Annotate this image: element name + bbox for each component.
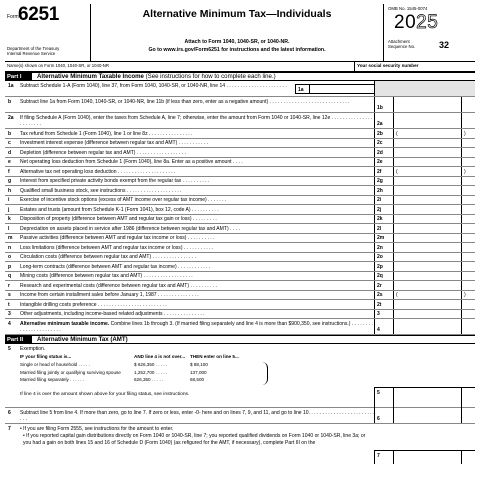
negative-paren-open: ( <box>396 292 398 299</box>
line-number: l <box>8 225 10 232</box>
cents-field[interactable] <box>461 224 475 233</box>
sequence-number: 32 <box>439 40 450 50</box>
line-label: 2q <box>374 272 394 281</box>
line-7-bullet-1: • If you are filing Form 2555, see instructions for the amount to enter. <box>20 426 174 433</box>
exemption-table <box>20 354 320 385</box>
amount-field[interactable] <box>394 262 475 271</box>
cents-field[interactable] <box>461 300 475 309</box>
ssn-field-label[interactable]: Your social security number <box>357 63 419 68</box>
line-row <box>5 139 475 149</box>
line-row <box>5 291 475 301</box>
exemption-table-header <box>20 354 320 362</box>
tax-year <box>394 12 438 34</box>
line-number: 2a <box>8 114 14 121</box>
line-number: 7 <box>8 426 11 433</box>
line-row <box>5 300 475 310</box>
form-title: Alternative Minimum Tax—Individuals <box>142 8 332 20</box>
name-field-label[interactable]: Name(s) shown on Form 1040, 1040-SR, or 1040-NR <box>7 63 109 68</box>
line-number: t <box>8 301 10 308</box>
line-label: 2s <box>374 291 394 300</box>
attach-instruction: Attach to Form 1040, 1040-SR, or 1040-NR. <box>184 39 290 45</box>
line-5-label: 5 <box>374 387 394 408</box>
form-word: Form <box>7 14 19 20</box>
omb-year-block <box>383 4 475 61</box>
line-row <box>5 196 475 206</box>
cents-field[interactable] <box>461 451 475 464</box>
line-row <box>5 281 475 291</box>
amount-field[interactable] <box>394 129 475 138</box>
amount-field[interactable] <box>394 186 475 195</box>
part-1-title-text: Alternative Minimum Taxable Income <box>37 73 144 80</box>
form-number: 6251 <box>18 4 60 25</box>
line-number: e <box>8 159 11 166</box>
cents-field[interactable] <box>461 113 475 128</box>
line-label: 2d <box>374 148 394 157</box>
line-7-label: 7 <box>374 450 394 464</box>
amount-field[interactable] <box>394 97 475 112</box>
form-header <box>5 4 475 62</box>
part-2-header <box>5 335 475 344</box>
line-text: Tax refund from Schedule 1 (Form 1040), line 1 or line 8z . . . . . . . . . . . . . . . . <box>20 130 193 137</box>
line-text: Estates and trusts (amount from Schedule K-1 (Form 1041), box 12, code A) . . . . . . . . . . <box>20 206 219 213</box>
line-number: g <box>8 178 12 185</box>
line-number: 1a <box>8 82 14 89</box>
line-row <box>5 272 475 282</box>
part-2-label: Part II <box>5 336 32 343</box>
form-title-block <box>91 4 383 61</box>
exemption-amount: $ 88,100 <box>190 362 208 368</box>
line-7-bullet-2: • If you reported capital gain distributions directly on Form 1040 or 1040-SR, line 7; you reported qualified dividends on Form 1040 or 1040-SR, line 3a; or you had a gain on both lines 15 and 16 of Schedule D (Form 1040) (as refigured for the AMT, if necessary), complete Part III on the <box>23 433 366 446</box>
amount-field[interactable] <box>394 205 475 214</box>
line-label: 2r <box>374 281 394 290</box>
form-6251-page <box>5 4 475 480</box>
line-text: Circulation costs (difference between regular tax and AMT) . . . . . . . . . . . . . . . . <box>20 254 197 261</box>
line-text: Other adjustments, including income-based related adjustments . . . . . . . . . . . . . . . <box>20 311 205 318</box>
part-1-subtitle: (See instructions for how to complete each line.) <box>145 73 276 80</box>
cents-field[interactable] <box>461 281 475 290</box>
cents-field[interactable] <box>461 262 475 271</box>
line-label: 2a <box>374 113 394 128</box>
line-text: Income from certain installment sales before January 1, 1987 . . . . . . . . . . . . . . . <box>20 292 199 299</box>
exemption-row <box>20 377 320 385</box>
amount-field[interactable] <box>394 113 475 128</box>
tax-year-suffix: 25 <box>416 12 439 33</box>
part-1-label: Part I <box>5 73 32 80</box>
amount-field[interactable] <box>394 224 475 233</box>
exemption-header-line4: AND line 4 is not over... <box>134 354 186 360</box>
exemption-status: Married filing separately . . . . . . <box>20 377 85 383</box>
exemption-threshold: 1,252,700 . . . . . <box>134 369 168 375</box>
cents-field[interactable] <box>461 177 475 186</box>
line-6 <box>5 408 475 424</box>
line-text: Research and experimental costs (difference between regular tax and AMT) . . . . . . . . . . <box>20 282 218 289</box>
line-row <box>5 215 475 225</box>
line-label: 2e <box>374 158 394 167</box>
line-number: m <box>8 235 13 242</box>
name-ssn-bar <box>5 62 475 72</box>
amount-field[interactable] <box>394 234 475 243</box>
line-row <box>5 243 475 253</box>
line-number: 4 <box>8 320 11 327</box>
amount-field[interactable] <box>394 253 475 262</box>
line-number: 6 <box>8 410 11 417</box>
line-row <box>5 224 475 234</box>
cents-field[interactable] <box>461 139 475 148</box>
line-row <box>5 186 475 196</box>
line-label: 1b <box>374 97 394 112</box>
line-7 <box>5 424 475 464</box>
attachment-label: Attachment <box>388 39 410 44</box>
cents-field[interactable] <box>461 319 475 334</box>
line-text: Subtract line 1a from Form 1040, 1040-SR, or 1040-NR, line 11b (if less than zero, enter as a negative amount) . . . . . . . . . . . . . . . . . . . . . . . . . . . . . <box>20 98 350 105</box>
line-label: 2n <box>374 243 394 252</box>
line-text: Investment interest expense (difference between regular tax and AMT) . . . . . . . . . . . <box>20 140 209 147</box>
line-text: Depreciation on assets placed in service after 1986 (difference between regular tax and AMT) . . . . <box>20 225 240 232</box>
line-label: 2o <box>374 253 394 262</box>
line-label: 3 <box>374 310 394 319</box>
line-6-label: 6 <box>374 408 394 423</box>
cents-field[interactable] <box>461 196 475 205</box>
line-number: 3 <box>8 311 11 318</box>
exemption-threshold: $ 626,350 . . . . . <box>134 362 168 368</box>
amount-field[interactable] <box>394 300 475 309</box>
exemption-row <box>20 370 320 378</box>
amount-field[interactable] <box>394 291 475 300</box>
cents-field[interactable] <box>461 148 475 157</box>
line-label: 4 <box>374 319 394 334</box>
line-text: Interest from specified private activity bonds exempt from the regular tax . . . . . . . . . . <box>20 178 210 185</box>
line-number: q <box>8 273 12 280</box>
part-1-header <box>5 72 475 81</box>
website-instruction: Go to www.irs.gov/Form6251 for instructions and the latest information. <box>148 47 326 53</box>
department-line-2: Internal Revenue Service <box>7 51 56 57</box>
line-label: 2c <box>374 139 394 148</box>
line-row <box>5 205 475 215</box>
amount-field[interactable] <box>394 243 475 252</box>
line-text: Loss limitations (difference between AMT and regular tax income or loss) . . . . . . . . . . . <box>20 244 214 251</box>
exemption-status: Married filing jointly or qualifying surviving spouse <box>20 369 121 375</box>
line-number: b <box>8 130 12 137</box>
line-label: 2i <box>374 196 394 205</box>
line-text: Disposition of property (difference between AMT and regular tax gain or loss) . . . . . . . . . <box>20 216 217 223</box>
amount-field[interactable] <box>394 281 475 290</box>
part-1-title <box>37 73 276 81</box>
line-6-amount-field[interactable] <box>394 408 475 423</box>
negative-paren-close: ) <box>464 168 466 175</box>
line-text: Alternative minimum taxable income. Combine lines 1b through 3. (If married filing separately and line 4 is more than $900,350, see instructions.) . . . . . . . . . . . . . . . . . . . . . . . <box>20 320 373 334</box>
line-text: Qualified small business stock, see instructions . . . . . . . . . . . . . . . . . . . . <box>20 187 182 194</box>
amount-field[interactable] <box>394 310 475 319</box>
line-row <box>5 158 475 168</box>
cents-field[interactable] <box>461 215 475 224</box>
line-number: k <box>8 216 11 223</box>
line-text: Mining costs (difference between regular tax and AMT) . . . . . . . . . . . . . . . . . . <box>20 273 193 280</box>
line-text: Depletion (difference between regular tax and AMT) . . . . . . . . . . . . . . . . . . <box>20 149 186 156</box>
amount-field[interactable] <box>394 272 475 281</box>
cents-field[interactable] <box>461 272 475 281</box>
cents-field[interactable] <box>461 243 475 252</box>
name-ssn-divider <box>354 62 355 72</box>
amount-field[interactable] <box>394 158 475 167</box>
line-number: d <box>8 149 12 156</box>
line-number: n <box>8 244 12 251</box>
line-text: Long-term contracts (difference between AMT and regular tax income) . . . . . . . . . . . . <box>20 263 211 270</box>
line-number: o <box>8 254 12 261</box>
exemption-amount: 137,000 <box>190 369 207 375</box>
negative-paren-close: ) <box>464 292 466 299</box>
department-line-1: Department of the Treasury <box>7 46 60 51</box>
amount-field[interactable] <box>394 177 475 186</box>
line-row <box>5 113 475 129</box>
line-label: 2h <box>374 186 394 195</box>
line-text: If filing Schedule A (Form 1040), enter the taxes from Schedule A, line 7; otherwise, enter the amount from Form 1040 or 1040-SR, line 12e . . . . . . . . . . . . . . . . . . . . . . . <box>20 114 373 128</box>
exemption-note: If line 4 is over the amount shown above for your filing status, see instructions. <box>20 392 190 398</box>
line-number: 5 <box>8 346 11 353</box>
line-label: 2k <box>374 215 394 224</box>
cents-field[interactable] <box>461 186 475 195</box>
line-label: 2j <box>374 205 394 214</box>
line-row <box>5 253 475 263</box>
line-text: Intangible drilling costs preference . . . . . . . . . . . . . . . . . . . . . . . . . <box>20 301 167 308</box>
cents-field[interactable] <box>461 97 475 112</box>
exemption-row <box>20 362 320 370</box>
tax-year-prefix: 20 <box>394 12 417 33</box>
line-number: s <box>8 292 11 299</box>
shaded-amount-area <box>374 81 475 96</box>
line-label: 2l <box>374 224 394 233</box>
line-5-exemption <box>5 344 475 408</box>
negative-paren-open: ( <box>396 130 398 137</box>
negative-paren-open: ( <box>396 168 398 175</box>
sequence-label: Sequence No. <box>388 44 416 49</box>
line-label: 2t <box>374 300 394 309</box>
line-row <box>5 167 475 177</box>
amount-field[interactable] <box>394 319 475 334</box>
line-label: 2f <box>374 167 394 176</box>
line-label: 2g <box>374 177 394 186</box>
negative-paren-close: ) <box>464 130 466 137</box>
line-number: c <box>8 140 11 147</box>
line-number: f <box>8 168 10 175</box>
line-row <box>5 148 475 158</box>
line-text: Subtract Schedule 1-A (Form 1040), line 37, from Form 1040, 1040-SR, or 1040-NR, line 14 . . . . . . . . . . . . . . . . . . . . . . <box>20 82 287 89</box>
inline-field-label: 1a <box>296 85 310 93</box>
cents-field[interactable] <box>461 234 475 243</box>
line-label: 2b <box>374 129 394 138</box>
line-number: r <box>8 282 10 289</box>
line-number: i <box>8 197 10 204</box>
line-text: Exercise of incentive stock options (excess of AMT income over regular tax income) . . . . . . . <box>20 197 227 204</box>
amount-field[interactable] <box>394 215 475 224</box>
amount-field[interactable] <box>394 148 475 157</box>
part-2-title: Alternative Minimum Tax (AMT) <box>37 336 128 344</box>
form-id-block <box>5 4 91 61</box>
line-row <box>5 177 475 187</box>
exemption-header-enter: THEN enter on line 5... <box>190 354 239 360</box>
exemption-brace <box>260 362 268 385</box>
part-1-lines <box>5 81 475 335</box>
line-row <box>5 97 475 113</box>
exemption-status: Single or head of household . . . . . <box>20 362 90 368</box>
line-text: Passive activities (difference between AMT and regular tax income or loss) . . . . . . . . . . <box>20 235 215 242</box>
line-row <box>5 129 475 139</box>
exemption-header-status: IF your filing status is... <box>20 354 72 360</box>
exemption-threshold: 626,350 . . . . . <box>134 377 164 383</box>
line-row <box>5 81 475 97</box>
cents-field[interactable] <box>461 205 475 214</box>
line-text: Subtract line 5 from line 4. If more than zero, go to line 7. If zero or less, enter -0- here and on lines 7, 9, and 11, and go to line 10. . . . . . . . . . . . . . . . . . . . . . . . . . . <box>20 410 375 423</box>
omb-number: OMB No. 1545-0074 <box>388 6 428 11</box>
cents-field[interactable] <box>461 388 475 408</box>
amount-field[interactable] <box>394 196 475 205</box>
line-row <box>5 310 475 320</box>
department-block <box>7 46 59 57</box>
line-label: 2m <box>374 234 394 243</box>
line-row <box>5 262 475 272</box>
line-text: Exemption. <box>20 346 46 353</box>
line-text: Net operating loss deduction from Schedule 1 (Form 1040), line 8a. Enter as a positive amount . . . . <box>20 159 243 166</box>
exemption-amount: 68,500 <box>190 377 205 383</box>
line-row <box>5 234 475 244</box>
amount-field[interactable] <box>394 167 475 176</box>
cents-field[interactable] <box>461 408 475 423</box>
cents-field[interactable] <box>461 158 475 167</box>
line-5-amount-field[interactable] <box>394 387 475 408</box>
line-number: p <box>8 263 12 270</box>
line-label: 2p <box>374 262 394 271</box>
cents-field[interactable] <box>461 253 475 262</box>
line-text: Alternative tax net operating loss deduction . . . . . . . . . . . . . . . . . . . . . <box>20 168 176 175</box>
line-number: h <box>8 187 12 194</box>
line-number: b <box>8 98 12 105</box>
attachment-sequence-label <box>388 39 415 49</box>
cents-field[interactable] <box>461 310 475 319</box>
line-1a-inline-field[interactable] <box>295 84 374 94</box>
line-number: j <box>8 206 10 213</box>
amount-field[interactable] <box>394 139 475 148</box>
line-row <box>5 319 475 335</box>
line-7-amount-field[interactable] <box>394 450 475 464</box>
